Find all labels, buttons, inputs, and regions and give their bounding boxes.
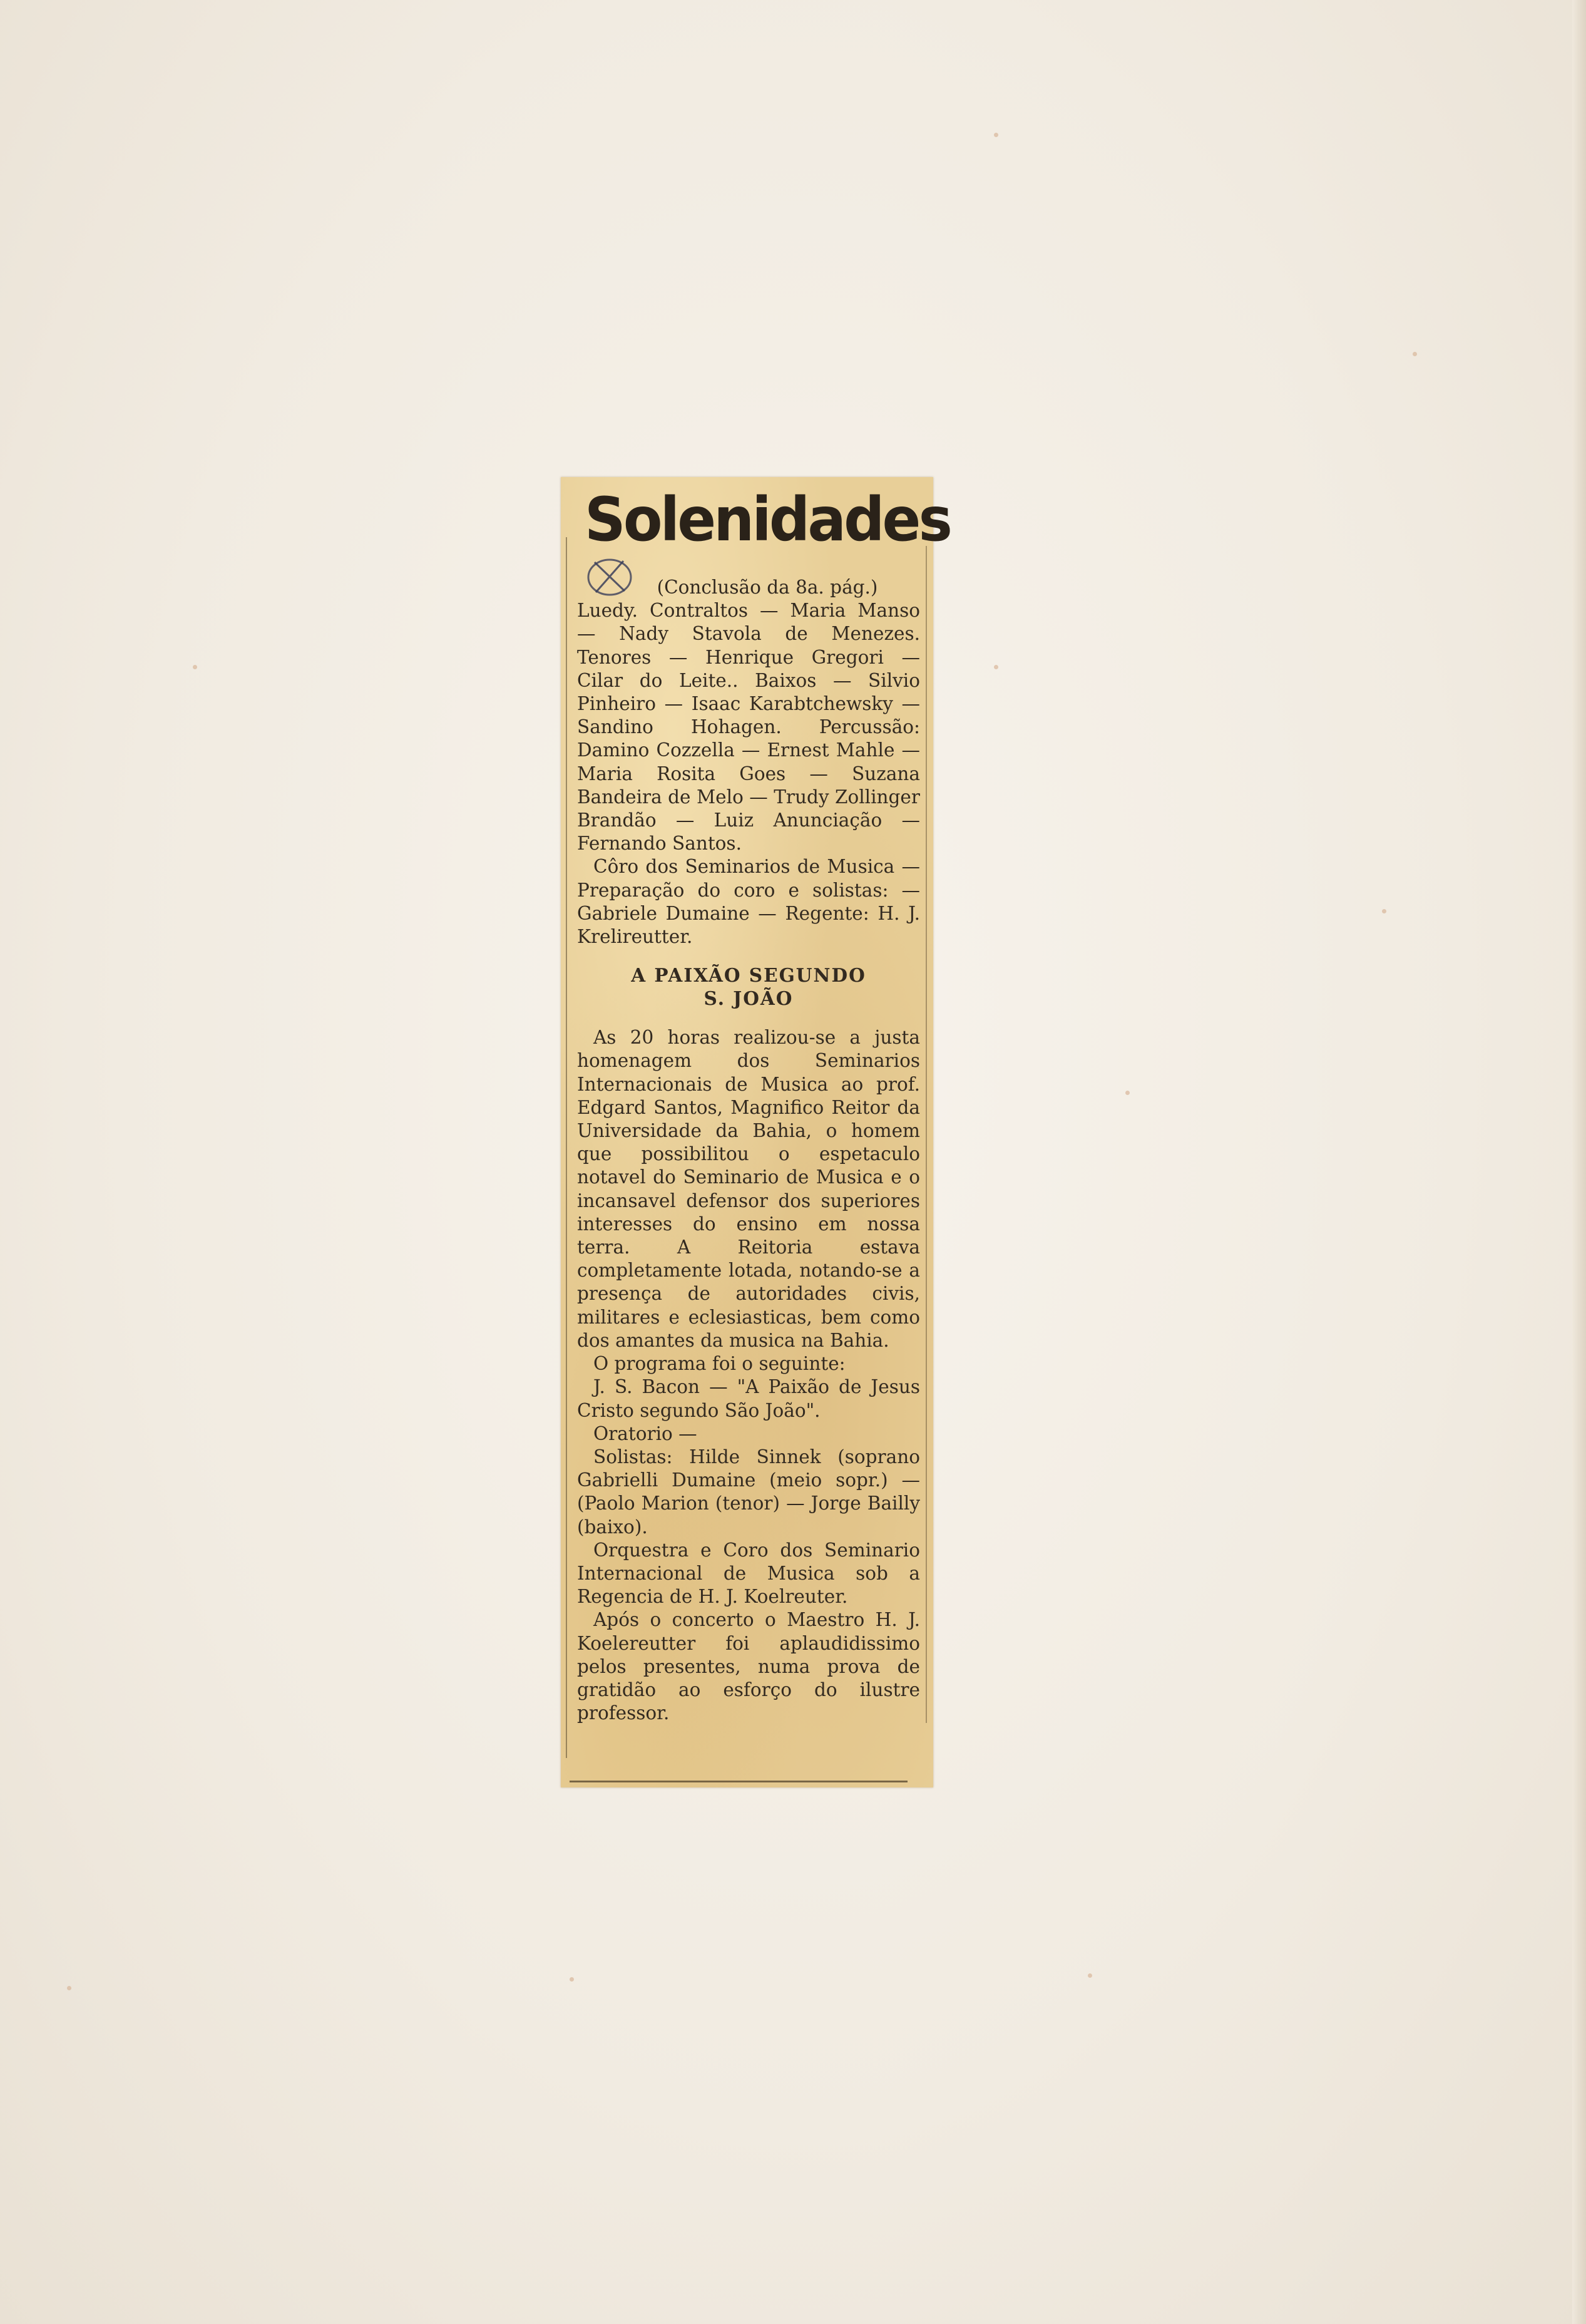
article-paragraph: Após o concerto o Maestro H. J. Koelereutter foi aplaudidissimo pelos presentes, numa prova de gratidão ao esforço do ilustre professor. <box>577 1609 920 1724</box>
article-body <box>577 576 920 1725</box>
foxing-spot <box>994 665 998 669</box>
article-paragraph: Oratorio — <box>593 1422 697 1444</box>
article-paragraph: J. S. Bacon — "A Paixão de Jesus Cristo segundo São João". <box>577 1376 920 1421</box>
article-paragraph: Orquestra e Coro dos Seminario Internacional de Musica sob a Regencia de H. J. Koelreuter. <box>577 1539 920 1608</box>
newspaper-clipping <box>561 477 951 1787</box>
article-paragraph: Côro dos Seminarios de Musica — Preparação do coro e solistas: — Gabriele Dumaine — Regente: H. J. Krelireutter. <box>577 856 920 948</box>
article-paragraph: As 20 horas realizou-se a justa homenagem dos Seminarios Internacionais de Musica ao prof. Edgard Santos, Magnifico Reitor da Universidade da Bahia, o homem que possibilitou o espetaculo notavel do Seminario de Musica e o incansavel defensor dos superiores interesses do ensino em nossa terra. A Reitoria estava completamente lotada, notando-se a presença de autoridades civis, militares e eclesiasticas, bem como dos amantes da musica na Bahia. <box>577 1027 920 1351</box>
foxing-spot <box>1382 909 1386 913</box>
foxing-spot <box>67 1986 71 1990</box>
foxing-spot <box>1125 1091 1130 1095</box>
foxing-spot <box>1413 352 1417 356</box>
column-rule-bottom <box>570 1781 908 1782</box>
foxing-spot <box>1088 1973 1092 1978</box>
article-paragraph: Luedy. Contraltos — Maria Manso — Nady Stavola de Menezes. Tenores — Henrique Gregori — Cilar do Leite.. Baixos — Silvio Pinheiro — Isaac Karabtchewsky — Sandino Hohagen. Percussão: Damino Cozzella — Ernest Mahle — Maria Rosita Goes — Suzana Bandeira de Melo — Trudy Zollinger Brandão — Luiz Anunciação — Fernando Santos. <box>577 600 920 855</box>
column-rule-left <box>566 537 567 1758</box>
section-heading-line: A PAIXÃO SEGUNDO <box>631 964 866 987</box>
section-heading-line: S. JOÃO <box>703 987 794 1010</box>
continuation-note: (Conclusão da 8a. pág.) <box>657 577 878 598</box>
column-rule-right <box>926 546 927 1723</box>
clipping-headline: Solenidades <box>585 485 951 555</box>
article-paragraph: Solistas: Hilde Sinnek (soprano Gabrielli Dumaine (meio sopr.) — (Paolo Marion (tenor) — Jorge Bailly (baixo). <box>577 1446 920 1538</box>
article-paragraph: O programa foi o seguinte: <box>593 1353 846 1375</box>
foxing-spot <box>570 1977 574 1982</box>
section-heading <box>577 964 920 1010</box>
foxing-spot <box>994 133 998 137</box>
foxing-spot <box>193 665 197 669</box>
paper-edge-shadow <box>1572 0 1586 2324</box>
